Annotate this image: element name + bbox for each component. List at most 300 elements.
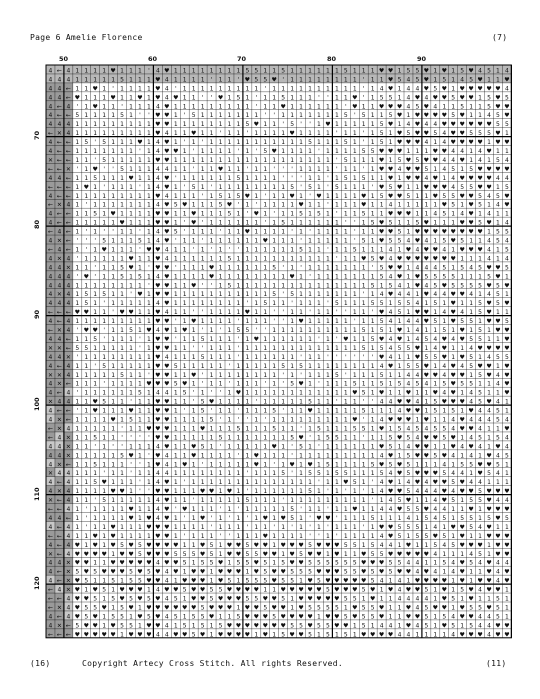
stitch-symbol: 1: [173, 130, 178, 138]
copyright-notice: Copyright Artecy Cross Stitch. All rights Reserved.: [82, 659, 343, 668]
stitch-symbol: ♥: [486, 568, 492, 576]
stitch-symbol: 1: [209, 568, 214, 576]
stitch-symbol: ♥: [423, 550, 430, 558]
stitch-symbol: ♥: [495, 327, 501, 334]
stitch-symbol: ': [264, 219, 267, 227]
stitch-symbol: ♥: [369, 559, 376, 567]
stitch-symbol: ♥: [396, 335, 403, 343]
stitch-symbol: 5: [272, 291, 277, 299]
stitch-symbol: 4: [388, 273, 393, 281]
stitch-symbol: 1: [111, 550, 116, 558]
stitch-symbol: ♥: [155, 568, 161, 576]
stitch-symbol: ': [228, 532, 231, 540]
stitch-symbol: ♥: [423, 568, 430, 576]
stitch-symbol: 1: [102, 282, 107, 290]
stitch-symbol: ': [183, 139, 186, 147]
stitch-symbol: 5: [469, 130, 474, 138]
stitch-symbol: 1: [352, 550, 357, 558]
stitch-symbol: 4: [415, 568, 420, 576]
stitch-symbol: ♥: [450, 434, 456, 442]
stitch-symbol: ♥: [378, 335, 385, 343]
stitch-symbol: 5: [245, 67, 250, 75]
stitch-symbol: 1: [379, 595, 384, 603]
stitch-symbol: 1: [424, 559, 429, 567]
stitch-symbol: ': [103, 335, 106, 343]
stitch-symbol: 1: [138, 523, 142, 531]
stitch-symbol: ♥: [459, 371, 465, 379]
stitch-symbol: 1: [254, 389, 259, 397]
stitch-symbol: 1: [352, 300, 357, 308]
stitch-symbol: 1: [415, 210, 420, 218]
stitch-symbol: 1: [299, 255, 303, 263]
stitch-symbol: 5: [209, 595, 214, 603]
stitch-symbol: ♥: [182, 380, 188, 388]
stitch-symbol: ♥: [441, 353, 447, 361]
stitch-symbol: ♥: [226, 550, 233, 558]
stitch-symbol: ←: [65, 380, 71, 388]
stitch-symbol: 1: [379, 407, 384, 415]
stitch-symbol: 1: [173, 255, 178, 263]
stitch-symbol: 1: [361, 497, 366, 505]
stitch-symbol: 1: [317, 255, 321, 263]
stitch-symbol: 1: [442, 174, 447, 182]
stitch-symbol: 1: [218, 264, 223, 272]
stitch-symbol: 1: [84, 497, 89, 505]
stitch-symbol: 1: [245, 568, 250, 576]
stitch-symbol: ♥: [396, 416, 403, 424]
stitch-symbol: 4: [505, 559, 509, 567]
stitch-symbol: 1: [218, 156, 223, 164]
stitch-symbol: 5: [308, 398, 312, 406]
stitch-symbol: 4: [48, 362, 53, 370]
stitch-symbol: 1: [120, 130, 124, 138]
stitch-symbol: 1: [93, 219, 98, 227]
stitch-symbol: ': [94, 443, 97, 451]
stitch-symbol: 5: [290, 121, 295, 129]
stitch-symbol: 1: [93, 559, 98, 567]
stitch-symbol: 1: [245, 425, 250, 433]
stitch-symbol: ♥: [164, 380, 170, 388]
stitch-symbol: 5: [84, 300, 89, 308]
stitch-symbol: 1: [290, 425, 295, 433]
stitch-symbol: ': [174, 318, 177, 326]
stitch-symbol: 5: [281, 470, 286, 478]
stitch-symbol: 1: [469, 371, 474, 379]
stitch-symbol: 5: [469, 76, 474, 84]
stitch-symbol: 1: [227, 425, 232, 433]
stitch-symbol: 1: [227, 85, 232, 93]
stitch-symbol: 1: [120, 398, 124, 406]
stitch-symbol: ♥: [119, 309, 125, 317]
stitch-symbol: 1: [361, 318, 366, 326]
stitch-symbol: 5: [129, 577, 133, 585]
stitch-symbol: 1: [93, 112, 98, 120]
stitch-symbol: 1: [343, 416, 348, 424]
stitch-symbol: ←: [47, 434, 53, 442]
stitch-symbol: 5: [227, 577, 232, 585]
stitch-symbol: 4: [57, 282, 62, 290]
stitch-symbol: 1: [75, 470, 80, 478]
stitch-symbol: 1: [361, 506, 366, 513]
stitch-symbol: ': [183, 228, 186, 236]
stitch-symbol: 1: [245, 103, 250, 111]
stitch-symbol: 1: [120, 335, 124, 343]
stitch-symbol: 1: [370, 434, 375, 442]
stitch-symbol: ♥: [164, 434, 170, 442]
stitch-symbol: ♥: [74, 550, 81, 558]
stitch-symbol: ♥: [441, 335, 447, 343]
stitch-symbol: 1: [370, 192, 375, 200]
stitch-symbol: 1: [343, 523, 348, 531]
stitch-symbol: ♥: [495, 130, 501, 138]
stitch-symbol: 4: [155, 559, 160, 567]
stitch-symbol: ♥: [432, 255, 439, 263]
stitch-symbol: ♥: [504, 488, 510, 496]
stitch-symbol: 1: [299, 94, 303, 102]
stitch-symbol: 4: [469, 479, 474, 487]
stitch-symbol: ♥: [298, 201, 304, 209]
stitch-symbol: 1: [138, 67, 142, 75]
stitch-symbol: ♥: [361, 192, 367, 200]
stitch-symbol: 5: [388, 94, 393, 102]
stitch-symbol: 5: [120, 273, 124, 281]
stitch-symbol: 1: [120, 523, 124, 531]
stitch-symbol: 1: [263, 506, 268, 513]
stitch-symbol: 1: [317, 488, 321, 496]
stitch-symbol: 5: [147, 568, 151, 576]
stitch-symbol: ✕: [47, 398, 53, 406]
stitch-symbol: 1: [290, 344, 295, 352]
stitch-symbol: 1: [254, 631, 259, 639]
stitch-symbol: 1: [290, 255, 295, 263]
stitch-symbol: 1: [218, 67, 223, 75]
stitch-symbol: 5: [218, 586, 223, 594]
stitch-symbol: 1: [290, 103, 295, 111]
stitch-symbol: ': [282, 407, 285, 415]
stitch-symbol: 1: [299, 335, 303, 343]
stitch-symbol: ✕: [56, 344, 62, 352]
stitch-symbol: ': [210, 514, 213, 522]
stitch-symbol: 5: [478, 192, 482, 200]
stitch-symbol: 1: [317, 174, 321, 182]
stitch-symbol: ♥: [450, 309, 456, 317]
stitch-symbol: ♥: [405, 139, 412, 147]
stitch-symbol: 4: [496, 371, 500, 379]
stitch-symbol: ♥: [262, 622, 268, 630]
stitch-symbol: 1: [281, 488, 286, 496]
stitch-symbol: ♥: [271, 604, 277, 612]
stitch-symbol: 4: [66, 497, 71, 505]
stitch-symbol: 4: [48, 237, 53, 245]
stitch-symbol: 1: [317, 273, 321, 281]
stitch-symbol: 1: [361, 595, 366, 603]
stitch-symbol: 1: [245, 353, 250, 361]
stitch-symbol: ': [282, 76, 285, 84]
stitch-symbol: 5: [308, 139, 312, 147]
stitch-symbol: 5: [299, 362, 303, 370]
stitch-symbol: ♥: [423, 371, 430, 379]
stitch-symbol: 1: [469, 112, 474, 120]
stitch-symbol: 1: [361, 246, 366, 254]
stitch-symbol: 1: [138, 452, 142, 460]
stitch-symbol: 1: [487, 335, 491, 343]
stitch-symbol: 4: [57, 443, 62, 451]
stitch-symbol: 1: [182, 318, 187, 326]
stitch-symbol: 1: [191, 362, 196, 370]
stitch-symbol: ←: [65, 148, 71, 155]
stitch-symbol: 1: [352, 192, 357, 200]
stitch-symbol: 4: [155, 631, 160, 639]
stitch-symbol: 1: [424, 327, 429, 334]
stitch-symbol: ': [246, 488, 249, 496]
stitch-symbol: 1: [84, 76, 89, 84]
stitch-symbol: ♥: [405, 156, 412, 164]
stitch-symbol: ✕: [56, 380, 62, 388]
stitch-symbol: 1: [245, 371, 250, 379]
stitch-symbol: 1: [120, 389, 124, 397]
stitch-symbol: 1: [236, 183, 241, 191]
stitch-symbol: 1: [218, 282, 223, 290]
stitch-symbol: 1: [352, 335, 357, 343]
stitch-symbol: ♥: [74, 631, 81, 639]
stitch-symbol: 1: [120, 506, 124, 513]
stitch-symbol: 1: [236, 264, 241, 272]
stitch-symbol: ♥: [164, 398, 170, 406]
stitch-symbol: ♥: [468, 139, 474, 147]
stitch-symbol: 5: [442, 264, 447, 272]
row-number-80: 80: [33, 219, 41, 229]
stitch-symbol: ♥: [459, 577, 465, 585]
stitch-symbol: 1: [308, 103, 312, 111]
stitch-symbol: 1: [191, 94, 196, 102]
stitch-symbol: ': [291, 300, 293, 308]
stitch-symbol: 1: [272, 174, 277, 182]
stitch-symbol: 1: [478, 94, 482, 102]
stitch-symbol: 4: [66, 255, 71, 263]
stitch-symbol: 1: [227, 67, 232, 75]
stitch-symbol: 1: [209, 291, 214, 299]
stitch-symbol: ♥: [387, 165, 394, 173]
stitch-symbol: ': [139, 461, 141, 469]
stitch-symbol: 4: [48, 452, 53, 460]
stitch-symbol: ♥: [155, 130, 161, 138]
stitch-symbol: 5: [173, 380, 178, 388]
stitch-symbol: 4: [164, 470, 169, 478]
stitch-symbol: 1: [334, 389, 339, 397]
stitch-symbol: 4: [406, 559, 411, 567]
stitch-symbol: ': [183, 183, 186, 191]
stitch-symbol: 1: [227, 309, 232, 317]
stitch-symbol: 4: [66, 604, 71, 612]
stitch-symbol: 1: [308, 255, 312, 263]
stitch-symbol: 4: [48, 443, 53, 451]
stitch-symbol: 4: [460, 210, 465, 218]
stitch-symbol: 1: [388, 604, 393, 612]
stitch-symbol: ♥: [155, 335, 161, 343]
stitch-symbol: ♥: [307, 550, 313, 558]
stitch-symbol: ♥: [504, 344, 510, 352]
stitch-symbol: 1: [218, 452, 223, 460]
stitch-symbol: 1: [334, 246, 339, 254]
stitch-symbol: ': [309, 228, 311, 236]
stitch-symbol: ': [121, 434, 123, 442]
stitch-symbol: 1: [93, 183, 98, 191]
stitch-symbol: 1: [254, 156, 259, 164]
stitch-symbol: 5: [469, 461, 474, 469]
stitch-symbol: ': [309, 514, 311, 522]
stitch-symbol: 1: [200, 112, 205, 120]
stitch-symbol: 1: [290, 371, 295, 379]
stitch-symbol: 5: [442, 380, 447, 388]
stitch-symbol: 1: [218, 344, 223, 352]
stitch-symbol: 1: [397, 514, 402, 522]
stitch-symbol: ♥: [271, 622, 277, 630]
stitch-symbol: ♥: [325, 568, 331, 576]
stitch-symbol: 4: [66, 523, 71, 531]
stitch-symbol: 1: [227, 291, 232, 299]
stitch-symbol: ♥: [423, 309, 430, 317]
stitch-symbol: 4: [66, 103, 71, 111]
stitch-symbol: 1: [147, 443, 151, 451]
stitch-symbol: ♥: [423, 470, 430, 478]
stitch-symbol: 4: [406, 479, 411, 487]
stitch-symbol: 5: [361, 407, 366, 415]
stitch-symbol: 4: [451, 148, 456, 155]
stitch-symbol: ♥: [468, 506, 474, 513]
stitch-symbol: ♥: [155, 416, 161, 424]
stitch-symbol: 5: [451, 201, 456, 209]
stitch-symbol: 4: [442, 139, 447, 147]
stitch-symbol: 1: [111, 103, 116, 111]
stitch-symbol: 1: [236, 130, 241, 138]
stitch-symbol: ♥: [262, 532, 268, 540]
stitch-symbol: ': [282, 121, 285, 129]
stitch-symbol: ♥: [486, 219, 492, 227]
stitch-symbol: ♥: [414, 139, 421, 147]
stitch-symbol: 1: [227, 237, 232, 245]
stitch-symbol: 5: [442, 76, 447, 84]
stitch-symbol: 5: [496, 613, 500, 621]
stitch-symbol: ←: [56, 541, 62, 549]
stitch-symbol: 1: [111, 156, 116, 164]
stitch-symbol: 1: [334, 344, 339, 352]
stitch-symbol: 1: [388, 371, 393, 379]
stitch-symbol: ♥: [164, 506, 170, 513]
stitch-symbol: 4: [451, 183, 456, 191]
stitch-symbol: 1: [200, 121, 205, 129]
stitch-symbol: 1: [209, 156, 214, 164]
stitch-symbol: 1: [308, 327, 312, 334]
stitch-symbol: 1: [317, 613, 321, 621]
stitch-symbol: ♥: [459, 174, 465, 182]
stitch-symbol: ♥: [110, 559, 116, 567]
stitch-symbol: 1: [129, 335, 133, 343]
stitch-symbol: 5: [451, 192, 456, 200]
stitch-symbol: 5: [317, 470, 321, 478]
stitch-symbol: 1: [334, 425, 339, 433]
stitch-symbol: 1: [84, 461, 89, 469]
stitch-symbol: 1: [343, 434, 348, 442]
stitch-symbol: 5: [469, 523, 474, 531]
stitch-symbol: ←: [56, 165, 62, 173]
stitch-symbol: 4: [415, 371, 420, 379]
stitch-symbol: 1: [93, 318, 98, 326]
stitch-symbol: 1: [281, 183, 286, 191]
stitch-symbol: 1: [352, 282, 357, 290]
stitch-symbol: 1: [272, 380, 277, 388]
stitch-symbol: 5: [299, 622, 303, 630]
stitch-symbol: 4: [164, 595, 169, 603]
stitch-symbol: ♥: [504, 112, 510, 120]
stitch-symbol: 4: [66, 470, 71, 478]
stitch-symbol: 1: [173, 461, 178, 469]
stitch-symbol: ♥: [387, 174, 394, 182]
stitch-symbol: 4: [48, 139, 53, 147]
stitch-symbol: 4: [406, 94, 411, 102]
stitch-symbol: 5: [469, 335, 474, 343]
stitch-symbol: 1: [487, 389, 491, 397]
stitch-symbol: 1: [299, 85, 303, 93]
stitch-symbol: ♥: [164, 362, 170, 370]
stitch-symbol: 1: [272, 201, 277, 209]
stitch-symbol: ': [300, 506, 302, 513]
stitch-symbol: 1: [406, 309, 411, 317]
stitch-symbol: 1: [505, 309, 509, 317]
stitch-symbol: ♥: [405, 497, 412, 505]
stitch-symbol: 1: [93, 228, 98, 236]
stitch-symbol: 1: [254, 497, 259, 505]
stitch-symbol: 1: [361, 282, 366, 290]
stitch-symbol: 4: [415, 318, 420, 326]
stitch-symbol: 1: [227, 416, 232, 424]
stitch-symbol: 4: [496, 201, 500, 209]
stitch-symbol: 5: [308, 631, 312, 639]
stitch-symbol: 5: [102, 497, 107, 505]
stitch-symbol: 5: [370, 604, 375, 612]
stitch-symbol: 4: [66, 532, 71, 540]
stitch-symbol: ♥: [253, 541, 260, 549]
stitch-symbol: 4: [415, 300, 420, 308]
stitch-symbol: ': [201, 344, 204, 352]
stitch-symbol: 1: [191, 300, 196, 308]
stitch-symbol: ♥: [190, 586, 197, 594]
stitch-symbol: 1: [111, 183, 116, 191]
stitch-symbol: ♥: [92, 541, 98, 549]
stitch-symbol: 1: [317, 497, 321, 505]
stitch-symbol: ': [201, 94, 204, 102]
stitch-symbol: 5: [200, 604, 205, 612]
stitch-symbol: 4: [379, 416, 384, 424]
stitch-symbol: 5: [424, 586, 429, 594]
stitch-symbol: 1: [182, 85, 187, 93]
stitch-symbol: 5: [469, 559, 474, 567]
stitch-symbol: ': [264, 85, 267, 93]
stitch-symbol: 1: [370, 362, 375, 370]
stitch-symbol: ♥: [423, 67, 430, 75]
stitch-symbol: 5: [406, 470, 411, 478]
stitch-symbol: 1: [102, 309, 107, 317]
stitch-symbol: ♥: [190, 371, 197, 379]
stitch-symbol: 5: [93, 174, 98, 182]
stitch-symbol: 1: [281, 192, 286, 200]
stitch-symbol: 1: [209, 192, 214, 200]
stitch-symbol: ♥: [128, 514, 134, 522]
stitch-symbol: 1: [317, 228, 321, 236]
stitch-symbol: 4: [487, 246, 491, 254]
stitch-symbol: 1: [272, 103, 277, 111]
stitch-symbol: 1: [361, 362, 366, 370]
stitch-symbol: 1: [299, 452, 303, 460]
